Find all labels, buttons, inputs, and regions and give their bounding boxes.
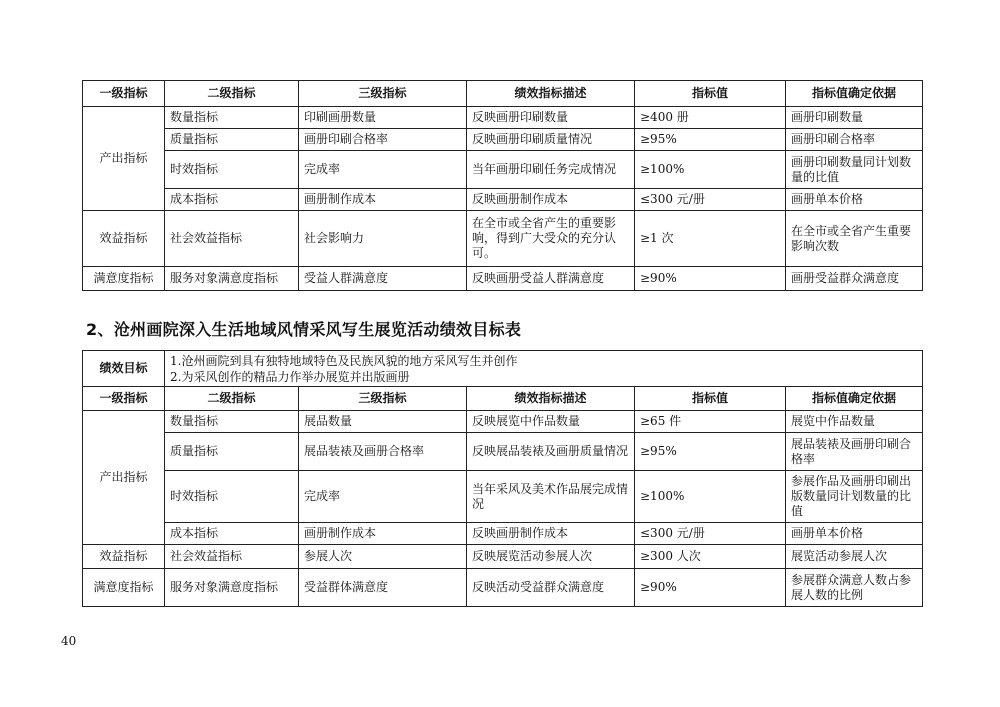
header-level1: 一级指标 bbox=[83, 81, 165, 107]
header-basis: 指标值确定依据 bbox=[786, 81, 923, 107]
cell-value: ≥300 人次 bbox=[635, 545, 786, 569]
cell-basis: 画册印刷数量 bbox=[786, 107, 923, 129]
cell-description: 反映画册制作成本 bbox=[467, 189, 635, 211]
cell-level3: 受益群体满意度 bbox=[299, 569, 467, 607]
header-level3: 三级指标 bbox=[299, 81, 467, 107]
table-row bbox=[83, 129, 923, 151]
table-row bbox=[83, 523, 923, 545]
table-row bbox=[83, 107, 923, 129]
page-number: 40 bbox=[61, 634, 77, 648]
header-level2: 二级指标 bbox=[165, 387, 299, 411]
table-row bbox=[83, 267, 923, 291]
table-header-row bbox=[83, 387, 923, 411]
table-row bbox=[83, 471, 923, 523]
group-output: 产出指标 bbox=[83, 411, 165, 545]
cell-level2: 成本指标 bbox=[165, 189, 299, 211]
cell-level3: 画册制作成本 bbox=[299, 523, 467, 545]
header-level2: 二级指标 bbox=[165, 81, 299, 107]
table-row bbox=[83, 433, 923, 471]
cell-level2: 质量指标 bbox=[165, 433, 299, 471]
cell-description: 反映画册受益人群满意度 bbox=[467, 267, 635, 291]
cell-level3: 展品数量 bbox=[299, 411, 467, 433]
cell-level3: 受益人群满意度 bbox=[299, 267, 467, 291]
table-row bbox=[83, 211, 923, 267]
cell-description: 反映画册制作成本 bbox=[467, 523, 635, 545]
cell-basis: 在全市或全省产生重要影响次数 bbox=[786, 211, 923, 267]
goal-line: 1.沧州画院到具有独特地域特色及民族风貌的地方采风写生并创作 bbox=[170, 353, 518, 368]
cell-basis: 展览活动参展人次 bbox=[786, 545, 923, 569]
goal-label: 绩效目标 bbox=[83, 351, 165, 387]
cell-level2: 成本指标 bbox=[165, 523, 299, 545]
cell-level2: 时效指标 bbox=[165, 471, 299, 523]
cell-level2: 服务对象满意度指标 bbox=[165, 569, 299, 607]
cell-description: 反映展览中作品数量 bbox=[467, 411, 635, 433]
group-benefit: 效益指标 bbox=[83, 211, 165, 267]
table-row bbox=[83, 189, 923, 211]
cell-level3: 印刷画册数量 bbox=[299, 107, 467, 129]
cell-description: 在全市或全省产生的重要影响，得到广大受众的充分认可。 bbox=[467, 211, 635, 267]
cell-value: ≥90% bbox=[635, 569, 786, 607]
goal-line: 2.为采风创作的精品力作举办展览并出版画册 bbox=[170, 369, 410, 384]
header-value: 指标值 bbox=[635, 81, 786, 107]
header-value: 指标值 bbox=[635, 387, 786, 411]
goal-row bbox=[83, 351, 923, 387]
cell-description: 反映展品装裱及画册质量情况 bbox=[467, 433, 635, 471]
performance-table-1 bbox=[82, 80, 923, 291]
cell-value: ≥90% bbox=[635, 267, 786, 291]
table-row bbox=[83, 545, 923, 569]
cell-value: ≥95% bbox=[635, 129, 786, 151]
table-row bbox=[83, 569, 923, 607]
cell-description: 反映画册印刷数量 bbox=[467, 107, 635, 129]
cell-value: ≤300 元/册 bbox=[635, 189, 786, 211]
cell-value: ≥1 次 bbox=[635, 211, 786, 267]
cell-description: 反映展览活动参展人次 bbox=[467, 545, 635, 569]
header-level1: 一级指标 bbox=[83, 387, 165, 411]
group-satisfaction: 满意度指标 bbox=[83, 267, 165, 291]
performance-table-2 bbox=[82, 350, 923, 607]
cell-level2: 社会效益指标 bbox=[165, 545, 299, 569]
cell-level2: 质量指标 bbox=[165, 129, 299, 151]
group-benefit: 效益指标 bbox=[83, 545, 165, 569]
cell-description: 反映画册印刷质量情况 bbox=[467, 129, 635, 151]
table-row bbox=[83, 411, 923, 433]
cell-basis: 画册单本价格 bbox=[786, 523, 923, 545]
cell-level2: 数量指标 bbox=[165, 411, 299, 433]
cell-description: 当年画册印刷任务完成情况 bbox=[467, 151, 635, 189]
cell-level2: 时效指标 bbox=[165, 151, 299, 189]
header-description: 绩效指标描述 bbox=[467, 387, 635, 411]
cell-level3: 完成率 bbox=[299, 471, 467, 523]
header-description: 绩效指标描述 bbox=[467, 81, 635, 107]
header-basis: 指标值确定依据 bbox=[786, 387, 923, 411]
cell-basis: 展览中作品数量 bbox=[786, 411, 923, 433]
cell-level3: 画册制作成本 bbox=[299, 189, 467, 211]
cell-basis: 画册受益群众满意度 bbox=[786, 267, 923, 291]
table-header-row bbox=[83, 81, 923, 107]
cell-basis: 参展群众满意人数占参展人数的比例 bbox=[786, 569, 923, 607]
cell-basis: 展品装裱及画册印刷合格率 bbox=[786, 433, 923, 471]
cell-level2: 数量指标 bbox=[165, 107, 299, 129]
cell-basis: 画册单本价格 bbox=[786, 189, 923, 211]
cell-level3: 社会影响力 bbox=[299, 211, 467, 267]
section-title: 2、沧州画院深入生活地域风情采风写生展览活动绩效目标表 bbox=[86, 320, 522, 339]
cell-description: 当年采风及美术作品展完成情况 bbox=[467, 471, 635, 523]
cell-basis: 参展作品及画册印刷出版数量同计划数量的比值 bbox=[786, 471, 923, 523]
group-output: 产出指标 bbox=[83, 107, 165, 211]
cell-level2: 社会效益指标 bbox=[165, 211, 299, 267]
cell-level3: 展品装裱及画册合格率 bbox=[299, 433, 467, 471]
header-level3: 三级指标 bbox=[299, 387, 467, 411]
table-row bbox=[83, 151, 923, 189]
cell-level3: 参展人次 bbox=[299, 545, 467, 569]
goal-content bbox=[165, 351, 923, 387]
cell-value: ≥400 册 bbox=[635, 107, 786, 129]
cell-value: ≥100% bbox=[635, 471, 786, 523]
cell-basis: 画册印刷数量同计划数量的比值 bbox=[786, 151, 923, 189]
cell-value: ≥65 件 bbox=[635, 411, 786, 433]
cell-description: 反映活动受益群众满意度 bbox=[467, 569, 635, 607]
cell-level3: 画册印刷合格率 bbox=[299, 129, 467, 151]
cell-value: ≥95% bbox=[635, 433, 786, 471]
cell-value: ≤300 元/册 bbox=[635, 523, 786, 545]
cell-level3: 完成率 bbox=[299, 151, 467, 189]
cell-level2: 服务对象满意度指标 bbox=[165, 267, 299, 291]
cell-basis: 画册印刷合格率 bbox=[786, 129, 923, 151]
group-satisfaction: 满意度指标 bbox=[83, 569, 165, 607]
cell-value: ≥100% bbox=[635, 151, 786, 189]
